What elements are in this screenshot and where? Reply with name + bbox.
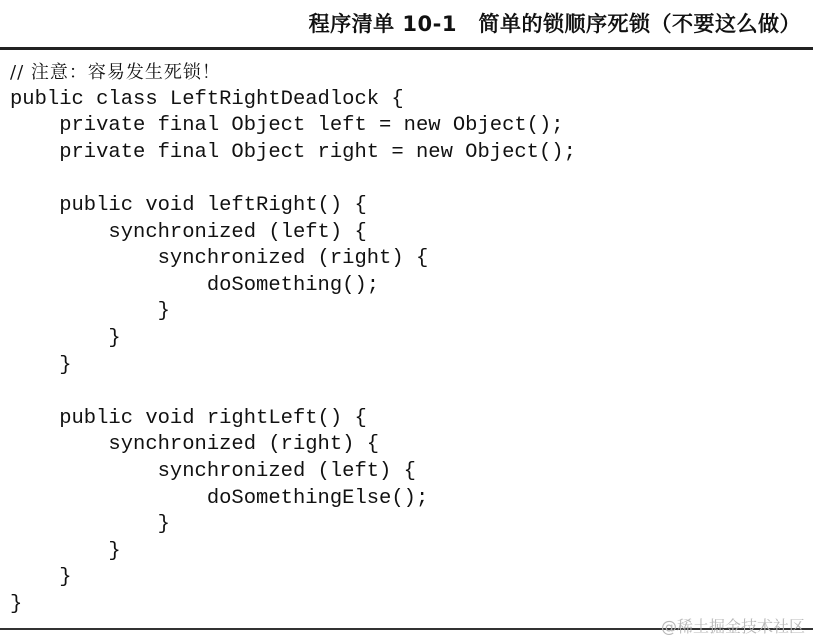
watermark: @稀土掘金技术社区	[660, 617, 805, 636]
code-line: private final Object left = new Object();	[10, 114, 564, 138]
code-line: synchronized (right) {	[10, 433, 380, 457]
code-line: }	[10, 353, 72, 377]
code-line: }	[10, 513, 170, 537]
code-comment-line: // 注意：容易发生死锁！	[10, 62, 221, 83]
top-rule	[0, 47, 813, 50]
code-line: }	[10, 592, 23, 616]
code-line: doSomething();	[10, 273, 380, 297]
code-line: public void leftRight() {	[10, 193, 367, 217]
code-line: }	[10, 539, 121, 563]
code-blank-line	[10, 166, 576, 193]
code-line: public class LeftRightDeadlock {	[10, 87, 404, 111]
code-block	[10, 60, 576, 618]
code-line: synchronized (left) {	[10, 220, 367, 244]
code-line: }	[10, 300, 170, 324]
code-line: doSomethingElse();	[10, 486, 429, 510]
code-line: public void rightLeft() {	[10, 406, 367, 430]
code-line: synchronized (right) {	[10, 247, 429, 271]
code-line: private final Object right = new Object();	[10, 140, 576, 164]
listing-title: 程序清单 10-1 简单的锁顺序死锁（不要这么做）	[308, 12, 801, 36]
code-line: }	[10, 566, 72, 590]
code-line: }	[10, 326, 121, 350]
code-blank-line	[10, 379, 576, 406]
code-line: synchronized (left) {	[10, 459, 416, 483]
